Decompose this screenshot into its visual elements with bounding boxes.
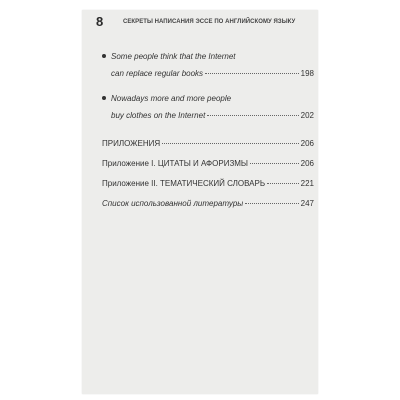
toc-entry: [102, 198, 314, 209]
toc-entry: [102, 48, 314, 82]
toc-entry-title: Приложение I. ЦИТАТЫ И АФОРИЗМЫ: [102, 159, 249, 168]
toc-page-number: 202: [300, 111, 314, 120]
toc-entry: [102, 158, 314, 169]
dot-leader: [267, 183, 299, 184]
toc-entry-title-line2: can replace regular books: [111, 69, 204, 78]
toc-page-number: 198: [300, 69, 314, 78]
dot-leader: [205, 73, 299, 74]
dot-leader: [250, 163, 299, 164]
running-head: СЕКРЕТЫ НАПИСАНИЯ ЭССЕ ПО АНГЛИЙСКОМУ ЯЗЫКУ: [123, 19, 296, 25]
dot-leader: [245, 203, 298, 204]
toc-entry-title-line2: buy clothes on the Internet: [111, 111, 206, 120]
bullet-icon: [102, 96, 106, 100]
book-page: [82, 10, 318, 394]
page-number: 8: [96, 14, 104, 29]
toc-entry-title: Список использованной литературы: [102, 199, 244, 208]
toc-page-number: 247: [300, 199, 314, 208]
toc-page-number: 206: [300, 159, 314, 168]
toc-page-number: 206: [300, 139, 314, 148]
table-of-contents: [102, 48, 314, 218]
dot-leader: [207, 115, 298, 116]
toc-entry: [102, 90, 314, 124]
toc-page-number: 221: [300, 179, 314, 188]
appendix-section: [102, 138, 314, 209]
toc-entry-title-line1: Nowadays more and more people: [111, 94, 232, 103]
toc-entry-title: Приложение II. ТЕМАТИЧЕСКИЙ СЛОВАРЬ: [102, 179, 266, 188]
toc-entry: [102, 138, 314, 149]
dot-leader: [162, 143, 298, 144]
toc-entry-title-line1: Some people think that the Internet: [111, 52, 236, 61]
toc-entry-line2: [111, 107, 314, 124]
toc-entry-title: ПРИЛОЖЕНИЯ: [102, 139, 161, 148]
toc-entry-line2: [111, 65, 314, 82]
bullet-icon: [102, 54, 106, 58]
toc-entry: [102, 178, 314, 189]
